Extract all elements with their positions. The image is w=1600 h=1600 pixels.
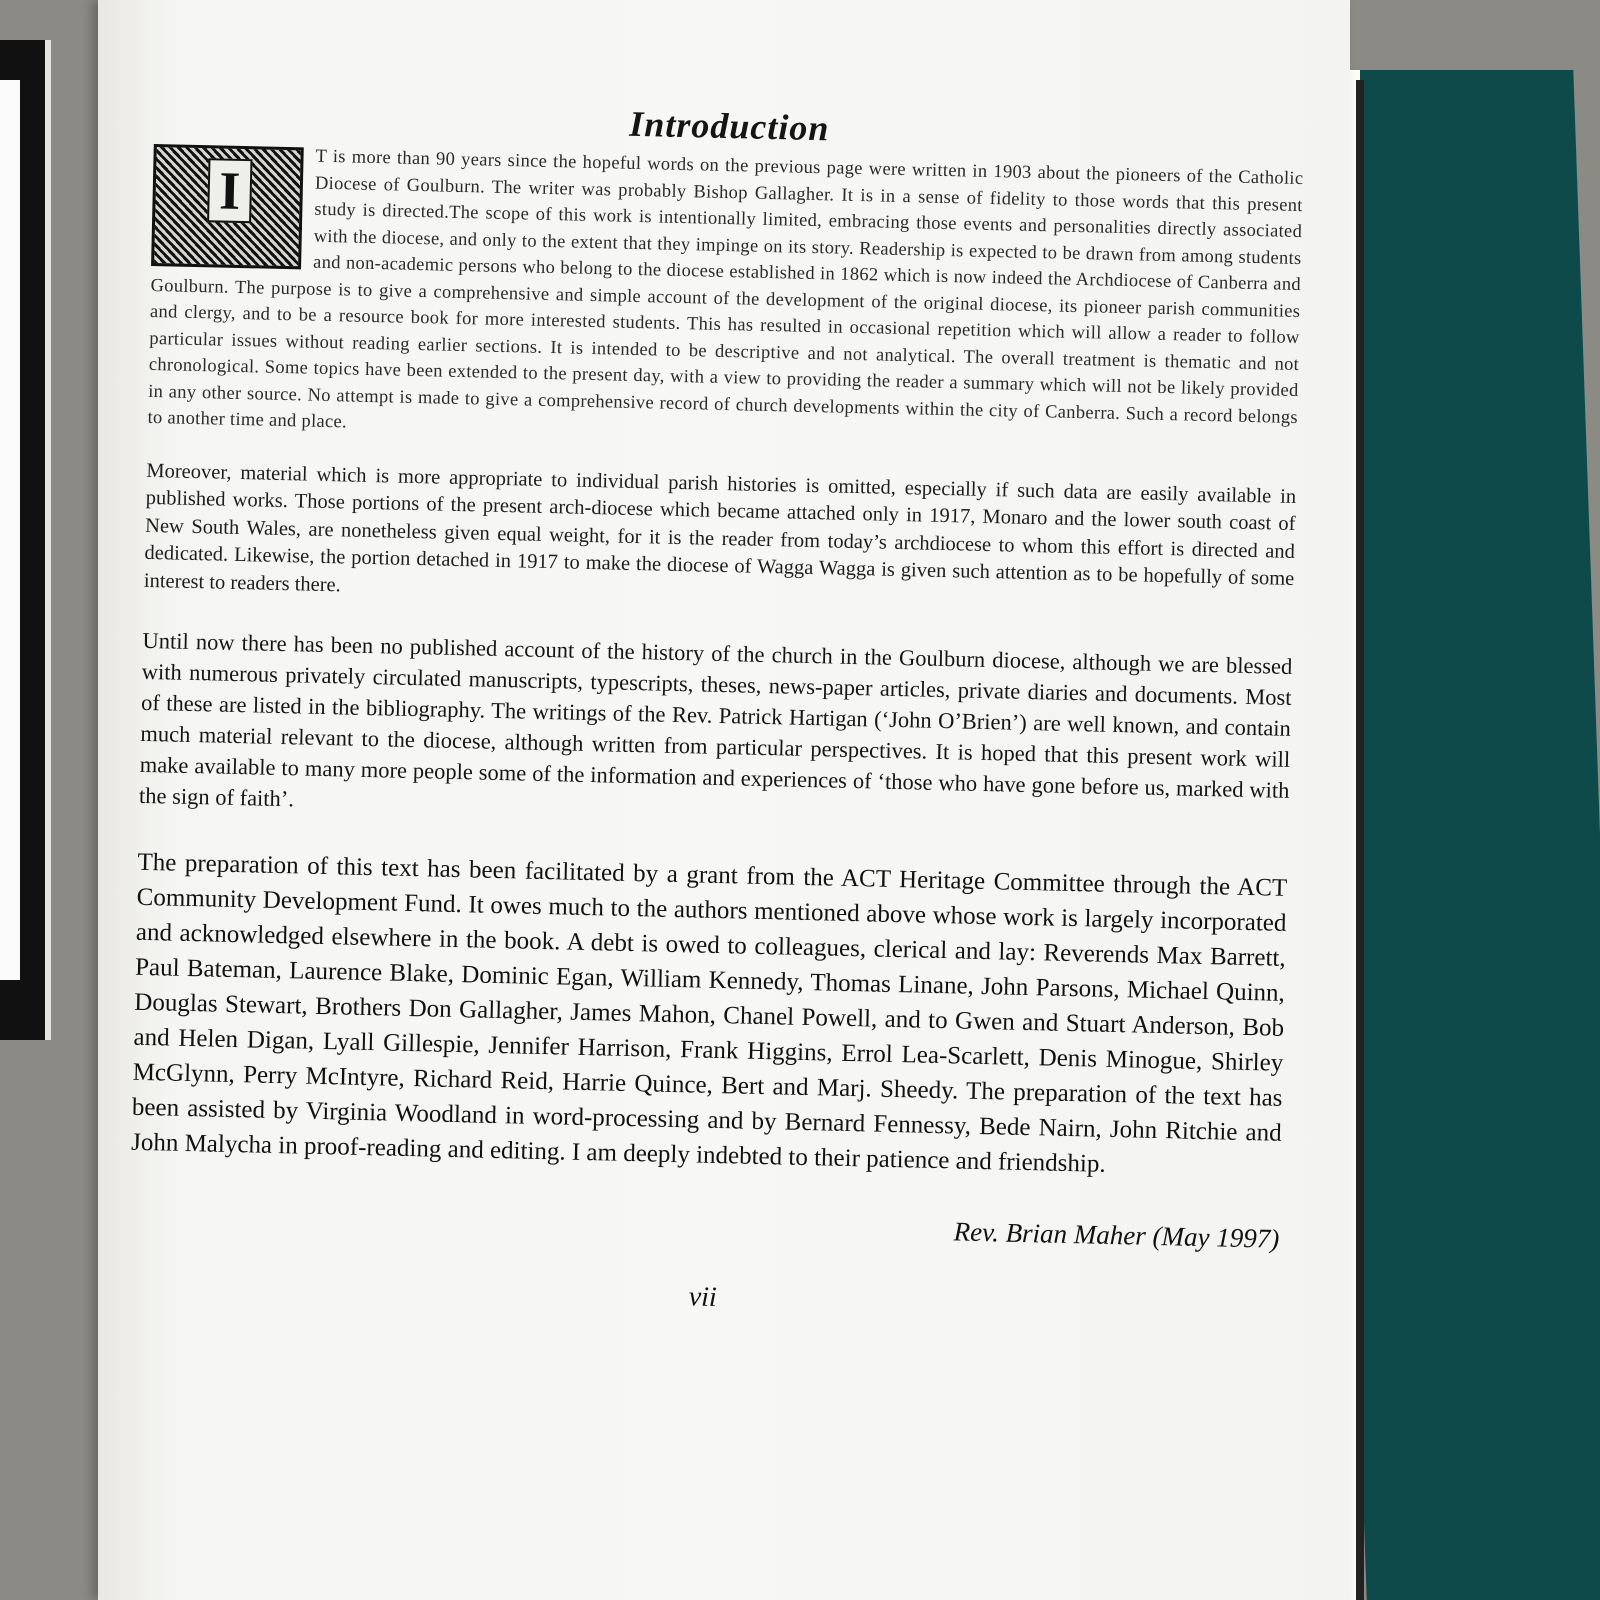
paragraph-4: The preparation of this text has been facilitated by a grant from the ACT Heritage Committee through the ACT Community Development Fund. It owes much to the authors mentioned above whose work is largely incorporated and acknowledged elsewhere in the book. A debt is owed to colleagues, clerical and lay: Reverends Max Barrett, Paul Bateman, Laurence Blake, Dominic Egan, William Kennedy, Thomas Linane, John Parsons, Michael Quinn, Douglas Stewart, Brothers Don Gallagher, James Mahon, Chanel Powell, and to Gwen and Stuart Anderson, Bob and Helen Digan, Lyall Gillespie, Jennifer Harrison, Frank Higgins, Errol Lea-Scarlett, Denis Minogue, Shirley McGlynn, Perry McIntyre, Richard Reid, Harrie Quince, Bert and Marj. Sheedy. The preparation of the text has been assisted by Virginia Woodland in word-processing and by Bernard Fennessy, Bede Nairn, John Ritchie and John Malycha in proof-reading and editing. I am deeply indebted to their patience and friendship. [130,848,1288,1178]
paragraph-3: Until now there has been no published account of the history of the church in the Goulburn diocese, although we are blessed with numerous privately circulated manuscripts, typescripts, theses, news-paper articles, private diaries and documents. Most of these are listed in the bibliography. The writings of the Rev. Patrick Hartigan (‘John O’Brien’) are well known, and contain much material relevant to the diocese, although written from particular perspectives. It is hoped that this present work will make available to many more people some of the information and experiences of ‘those who have gone before us, marked with the sign of faith’. [138,627,1293,812]
page-number: vii [688,1281,718,1314]
dropcap-letter: I [207,158,252,223]
ornamental-dropcap [151,144,304,269]
author-signature: Rev. Brian Maher (May 1997) [953,1216,1280,1254]
adjacent-book-edge [0,40,51,1040]
page-right-shadow [1356,80,1364,1600]
page-content [128,92,1305,1327]
page-title: Introduction [628,103,830,149]
paragraph-1: T is more than 90 years since the hopeful words on the previous page were written in 1903 about the pioneers of the Catholic Diocese of Goulburn. The writer was probably Bishop Gallagher. It is in a sense of fidelity to those words that this present study is directed.The scope of this work is intentionally limited, embracing those events and personalities directly associated with the diocese, and only to the extent that they impinge on its story. Readership is expected to be drawn from among students and non-academic persons who belong to the diocese established in 1862 which is now indeed the Archdiocese of Canberra and Goulburn. The purpose is to give a comprehensive and simple account of the development of the original diocese, its pioneer parish communities and clergy, and to be a resource book for more interested students. This has resulted in occasional repetition which will allow a reader to follow particular issues without reading earlier sections. It is intended to be descriptive and not analytical. The overall treatment is thematic and not chronological. Some topics have been extended to the present day, with a view to providing the reader a summary which will not be likely provided in any other source. No attempt is made to give a comprehensive record of church developments within the city of Canberra. Such a record belongs to another time and place. [147,146,1304,433]
paragraph-2: Moreover, material which is more appropriate to individual parish histories is omitted, especially if such data are easily available in published works. Those portions of the present arch-diocese which became attached only in 1917, Monaro and the lower south coast of New South Wales, are nonetheless given equal weight, for it is the reader from today’s archdiocese to whom this effort is directed and dedicated. Likewise, the portion detached in 1917 to make the diocese of Wagga Wagga is given such attention as to be hopefully of some interest to readers there. [143,459,1297,596]
